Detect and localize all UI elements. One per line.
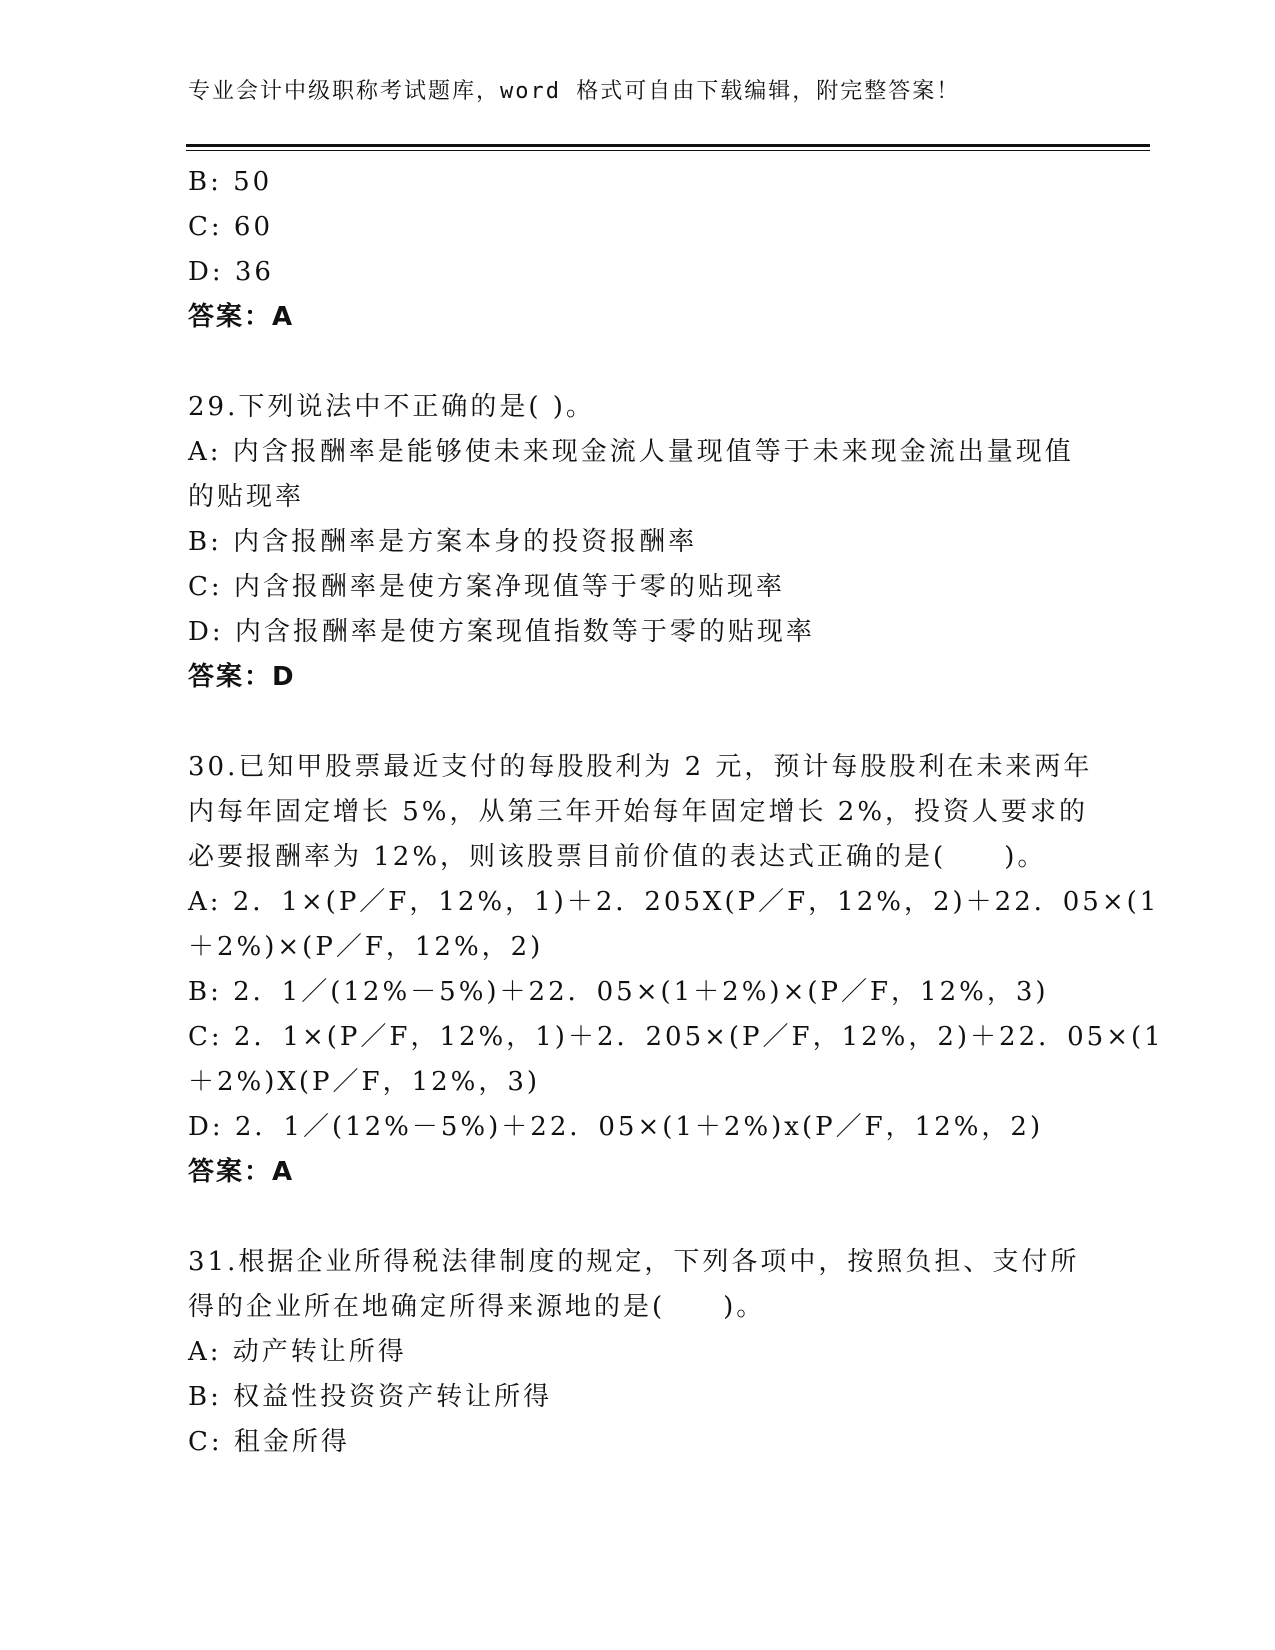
option-d: D: 2．1／(12%－5%)＋22．05×(1＋2%)x(P／F，12%，2) (188, 1112, 1044, 1142)
option-b: B: 权益性投资资产转让所得 (188, 1382, 553, 1412)
question-stem: 29.下列说法中不正确的是( )。 (188, 392, 595, 422)
header-rule-thin (186, 150, 1150, 151)
option-b: B: 2．1／(12%－5%)＋22．05×(1＋2%)×(P／F，12%，3) (188, 977, 1049, 1007)
spacer (188, 340, 1088, 385)
question-stem-continued: 内每年固定增长 5%，从第三年开始每年固定增长 2%，投资人要求的 (188, 797, 1089, 827)
option-c: C: 内含报酬率是使方案净现值等于零的贴现率 (188, 572, 785, 602)
question-content (188, 160, 1164, 1465)
option-b: B: 50 (188, 167, 273, 197)
option-c: C: 2．1×(P／F，12%，1)＋2．205×(P／F，12%，2)＋22．05×(1 (188, 1022, 1164, 1052)
question-stem-continued: 必要报酬率为 12%，则该股票目前价值的表达式正确的是( )。 (188, 842, 1047, 872)
spacer (188, 700, 1088, 745)
option-c: C: 租金所得 (188, 1427, 350, 1457)
option-d: D: 内含报酬率是使方案现值指数等于零的贴现率 (188, 617, 815, 647)
option-c-continued: ＋2%)X(P／F，12%，3) (188, 1067, 541, 1097)
option-a: A: 动产转让所得 (188, 1337, 407, 1367)
option-a: A: 2．1×(P／F，12%，1)＋2．205X(P／F，12%，2)＋22．05×(1 (188, 887, 1160, 917)
answer-line: 答案：A (188, 1157, 295, 1187)
question-stem: 30.已知甲股票最近支付的每股股利为 2 元，预计每股股利在未来两年 (188, 752, 1093, 782)
page-header: 专业会计中级职称考试题库，word 格式可自由下载编辑，附完整答案！ (188, 79, 961, 104)
option-a: A: 内含报酬率是能够使未来现金流人量现值等于未来现金流出量现值 (188, 437, 1074, 467)
option-c: C: 60 (188, 212, 274, 242)
option-d: D: 36 (188, 257, 274, 287)
answer-line: 答案：A (188, 302, 295, 332)
header-rule-thick (186, 144, 1150, 147)
spacer (188, 1195, 1088, 1240)
option-b: B: 内含报酬率是方案本身的投资报酬率 (188, 527, 698, 557)
answer-line: 答案：D (188, 662, 296, 692)
option-a-continued: ＋2%)×(P／F，12%，2) (188, 932, 544, 962)
question-stem: 31.根据企业所得税法律制度的规定，下列各项中，按照负担、支付所 (188, 1247, 1080, 1277)
question-stem-continued: 得的企业所在地确定所得来源地的是( )。 (188, 1292, 766, 1322)
option-a-continued: 的贴现率 (188, 482, 305, 512)
